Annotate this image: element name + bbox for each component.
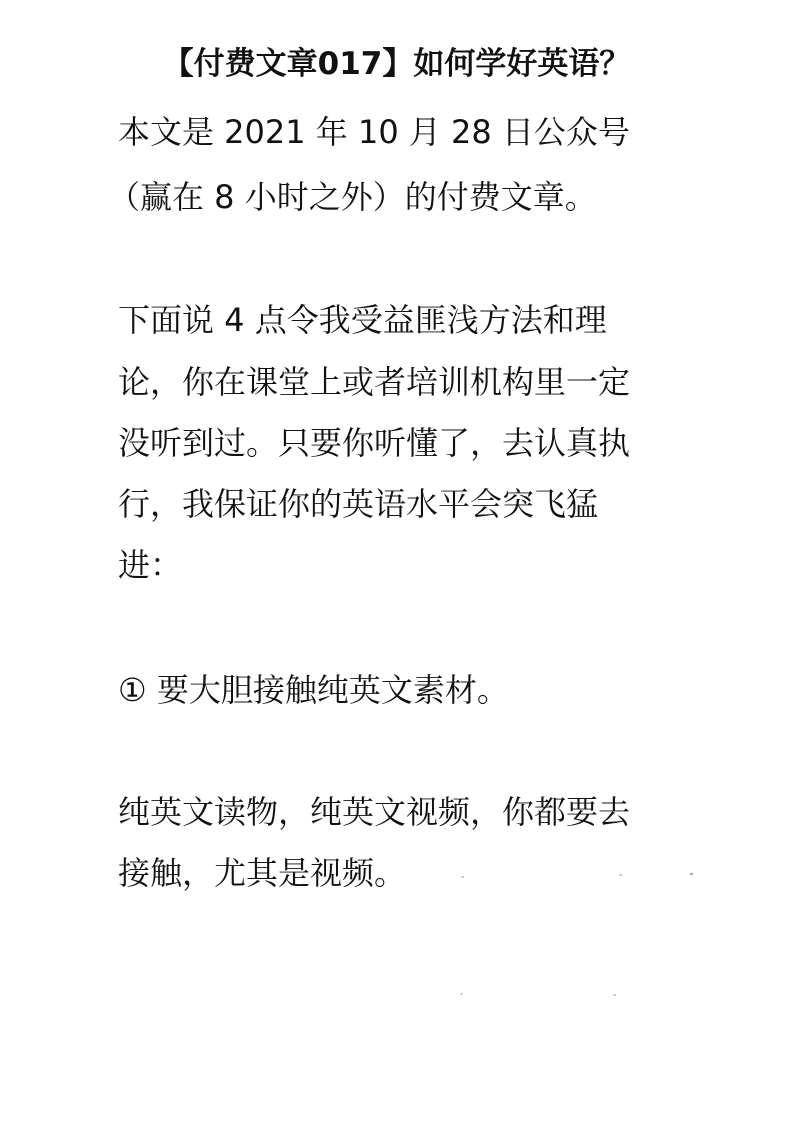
scan-speck [619,874,622,876]
paragraph-line: （赢在 8 小时之外）的付费文章。 [108,178,597,216]
scan-speck [460,993,463,995]
scan-speck [613,994,616,996]
paragraph-line: 接触，尤其是视频。 [118,854,407,892]
paragraph-line: 没听到过。只要你听懂了，去认真执 [118,424,631,462]
paragraph-line: 本文是 2021 年 10 月 28 日公众号 [118,113,630,151]
scan-speck [690,873,693,875]
paragraph-line: 论，你在课堂上或者培训机构里一定 [118,363,631,401]
paragraph-line: 纯英文读物，纯英文视频，你都要去 [118,793,631,831]
paragraph-line: 进： [118,546,183,584]
list-item-heading: ① 要大胆接触纯英文素材。 [118,671,509,709]
scan-speck [461,876,464,878]
paragraph-line: 行，我保证你的英语水平会突飞猛 [118,485,599,523]
article-title: 【付费文章017】如何学好英语？ [162,46,631,82]
paragraph-line: 下面说 4 点令我受益匪浅方法和理 [118,301,607,339]
